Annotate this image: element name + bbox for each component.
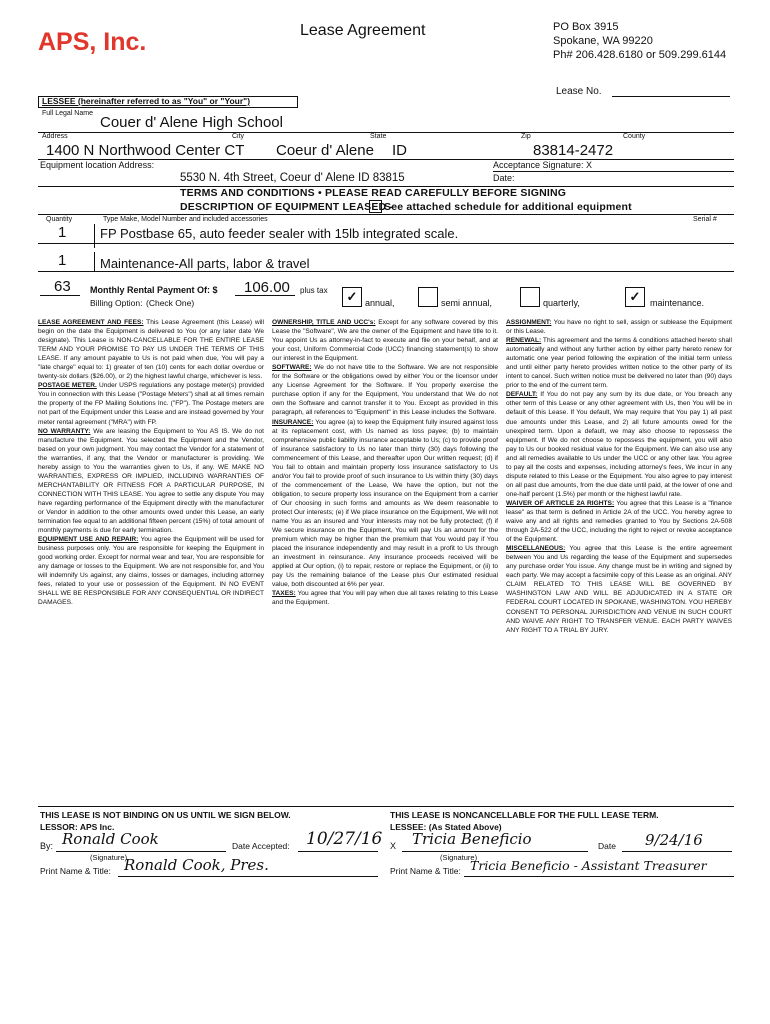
terms-paragraph-heading: DEFAULT: <box>506 391 538 399</box>
full-legal-name-value[interactable]: Couer d' Alene High School <box>100 114 283 131</box>
check-mark-icon: ✓ <box>629 289 641 304</box>
state-value[interactable]: ID <box>392 142 407 159</box>
annual-label: annual, <box>365 298 395 308</box>
terms-paragraph <box>272 363 498 417</box>
lease-number-label: Lease No. <box>556 86 602 97</box>
monthly-payment-value[interactable]: 106.00 <box>244 279 290 296</box>
date-accepted-label: Date Accepted: <box>232 841 290 851</box>
terms-paragraph-text: We are leasing the Equipment to You AS IS. We do not manufacture the Equipment. You selected the Equipment and the Vendor, based on your own judgment. You may contact the Vendor for a statement of the warranties, if any, that the Vendor or manufacturer is providing. We hereby assign to You the warranties given to Us, if any. WE MAKE NO WARRANTIES, EXPRESS OR IMPLIED, INCLUDING WARRANTIES OF MERCHANTABILITY OR FITNESS FOR A PARTICULAR PURPOSE, IN CONNECTION WITH THIS LEASE. You agree to settle any dispute You may have regarding performance of the Equipment directly with the manufacturer or Vendor in addition to the other amounts owed under this Lease, an early termination fee equal to an additional fifteen percent (15%) of total amount of monthly payments is due for early termination. <box>38 427 264 535</box>
terms-paragraph <box>272 589 498 607</box>
lessee-print-name[interactable]: Tricia Beneficio - Assistant Treasurer <box>470 858 707 873</box>
terms-paragraph-text: We do not have title to the Software. We are not responsible for the Software or the obligations owed by either You or the licensor under any License Agreement for the Software. If You properly exercise the purchase option if any for the Equipment, You understand that We do not own the Software and cannot transfer it to You. Except as provided in this paragraph, all references to "Equipment" in this Lease includes the Software. <box>272 364 498 417</box>
lessee-label: LESSEE: (As Stated Above) <box>390 822 502 832</box>
terms-paragraph-heading: POSTAGE METER. <box>38 382 97 390</box>
address-line-3: Ph# 206.428.6180 or 509.299.6144 <box>553 49 727 61</box>
terms-paragraph-text: You agree that this Lease is a "finance lease" as that term is defined in Article 2A of the UCC. You hereby agree to waive any and all rights and remedies granted to You by Sections 2A-508 through 2A-522 of the UCC, including the right to reject or revoke acceptance of the Equipment. <box>506 499 732 544</box>
quarterly-label: quarterly, <box>543 298 580 308</box>
company-address <box>553 20 726 62</box>
terms-paragraph-text: You agree (a) to keep the Equipment fully insured against loss at its replacement cost, with Us named as loss payee; (b) to maintain comprehensive public liability insurance acceptable to Us; (c) to provide proof of insurance satisfactory to Us no later than thirty (30) days following the commencement of this Lease, and thereafter upon Our written request; (d) if You fail to obtain and maintain property loss insurance satisfactory to Us and/or You fail to provide proof of such insurance to Us within thirty (30) days of the commencement of the Lease, We have the option, but not the obligation, to secure property loss insurance on the Equipment from a carrier of Our choosing in such forms and amounts as We deem reasonable to protect Our interests; (e) if We place insurance on the Equipment, We will not name You as an insured and Your interests may not be fully protected; (f) if We secure insurance on the Equipment, You will pay Us an amount for the premium which may be higher than the premium that You would pay if You placed the insurance independently and may result in a profit to Us through an investment in reinsurance. Any insurance proceeds received will be applied at Our option, (i) to repair, restore or replace the Equipment, or (ii) to pay Us the remaining balance of the Lease plus Our estimated residual value, both discounted at 6% per year. <box>272 418 498 589</box>
terms-paragraph-text: If You do not pay any sum by its due date, or You breach any other term of this Lease or any other agreement with Us, then You will be in default of this Lease. If You default, We may require that You pay 1) all past due amounts under this Lease, and 2) all future amounts owed for the unexpired term. Upon a default, we may also choose to repossess the equipment. If We do not choose to repossess the equipment, you will also pay to Us our booked residual value for the Equipment. We can also use any and all remedies available to Us under the UCC or any other law. You agree to pay all the costs and expenses, including attorney's fees, We incur in any dispute related to this Lease or the Equipment. You also agree to pay interest on all past due amounts, from the due date until paid, at the lower of one and one-half percent (1.5%) per month or the highest lawful rate. <box>506 391 732 498</box>
lessor-notice: THIS LEASE IS NOT BINDING ON US UNTIL WE SIGN BELOW. <box>40 810 291 820</box>
lessee-notice: THIS LEASE IS NONCANCELLABLE FOR THE FULL LEASE TERM. <box>390 810 659 820</box>
maintenance-label: maintenance. <box>650 298 705 308</box>
terms-paragraph-heading: WAIVER OF ARTICLE 2A RIGHTS: <box>506 499 615 507</box>
lessor-print-line <box>118 876 378 877</box>
city-label: City <box>232 133 245 140</box>
terms-paragraph-heading: TAXES: <box>272 590 296 598</box>
equipment-description-heading: DESCRIPTION OF EQUIPMENT LEASED - <box>180 201 394 213</box>
terms-paragraph <box>506 499 732 544</box>
lessee-signature-line <box>402 851 588 852</box>
lessee-print-name-label: Print Name & Title: <box>390 866 461 876</box>
state-label: State <box>370 133 387 140</box>
payment-line <box>235 295 295 296</box>
document-title: Lease Agreement <box>300 22 426 39</box>
signature-divider <box>38 806 734 807</box>
terms-paragraph-text: Under USPS regulations any postage meter(s) provided You in connection with this Lease ("Postage Meters") shall at all times remain the property of the FP Mailing Solutions Inc. ("FP"). The Postage meters are not part of the Equipment under this Lease and are instead governed by Your meter rental agreement ("MRA") with FP. <box>38 382 264 426</box>
quarterly-checkbox[interactable] <box>520 287 540 307</box>
terms-paragraph-heading: MISCELLANEOUS: <box>506 545 566 553</box>
terms-paragraph <box>506 336 732 390</box>
attached-schedule-checkbox[interactable] <box>369 200 382 213</box>
zip-value[interactable]: 83814-2472 <box>533 142 614 159</box>
terms-paragraph <box>506 544 732 634</box>
type-label: Type Make, Model Number and included accessories <box>103 216 268 223</box>
lessor-print-name[interactable]: Ronald Cook, Pres. <box>124 856 269 874</box>
zip-label: Zip <box>521 133 531 140</box>
annual-checkbox[interactable] <box>342 287 362 307</box>
lessor-signature-caption: (Signature) <box>90 853 128 862</box>
item-1-description[interactable]: FP Postbase 65, auto feeder sealer with 15lb integrated scale. <box>100 226 459 241</box>
semi-annual-label: semi annual, <box>441 298 493 308</box>
check-one-label: (Check One) <box>146 298 195 308</box>
terms-paragraph <box>38 535 264 607</box>
terms-heading: TERMS AND CONDITIONS • PLEASE READ CAREFULLY BEFORE SIGNING <box>180 187 567 199</box>
terms-paragraph <box>272 418 498 590</box>
item-2-line <box>38 271 734 272</box>
equipment-location-label: Equipment location Address: <box>40 160 155 170</box>
address-line-1: PO Box 3915 <box>553 21 619 33</box>
item-2-quantity[interactable]: 1 <box>58 252 67 269</box>
item-2-divider <box>94 252 95 272</box>
date-accepted-line <box>298 851 378 852</box>
item-2-description[interactable]: Maintenance-All parts, labor & travel <box>100 256 310 271</box>
terms-paragraph-text: This agreement and the terms & conditions attached hereto shall automatically and without any further action by either party hereto renew for automatic one year period following the expiration of the initial term unless and until either party hereto provides written notice to the other party of its intent to cancel. Such written notice must be delivered no later than (90) days prior to the end of the current term. <box>506 337 732 390</box>
terms-paragraph <box>38 318 264 381</box>
terms-paragraph-heading: RENEWAL: <box>506 337 542 345</box>
terms-paragraph <box>38 427 264 536</box>
terms-paragraph-text: You agree that this Lease is the entire agreement between You and Us regarding the lease of the Equipment and supersedes any purchase order You issue. Any change must be in writing and signed by each party. We may accept a facsimile copy of this Lease as an original. ANY CLAIM RELATED TO THIS LEASE WILL BE GOVERNED BY WASHINGTON LAW AND WILL BE ADJUDICATED IN A STATE OR FEDERAL COURT LOCATED IN SPOKANE, WASHINGTON. YOU HEREBY CONSENT TO PERSONAL JURISDICTION AND VENUE IN SUCH COURT AND WAIVE ANY RIGHT TO TRANSFER VENUE. EACH PARTY WAIVES ANY RIGHT TO A TRIAL BY JURY. <box>506 545 732 634</box>
lessor-label: LESSOR: APS Inc. <box>40 822 115 832</box>
lessor-print-name-label: Print Name & Title: <box>40 866 111 876</box>
billing-option-label: Billing Option: <box>90 298 143 308</box>
city-value[interactable]: Coeur d' Alene <box>276 142 374 159</box>
lessee-signature-caption: (Signature) <box>440 853 478 862</box>
terms-body <box>38 318 734 798</box>
acceptance-signature-line[interactable] <box>493 171 734 172</box>
terms-paragraph <box>506 390 732 499</box>
terms-paragraph-heading: SOFTWARE: <box>272 364 312 372</box>
acceptance-signature-label: Acceptance Signature: X <box>493 160 593 170</box>
address-value[interactable]: 1400 N Northwood Center CT <box>46 142 245 159</box>
lessor-signature[interactable]: Ronald Cook <box>62 830 159 848</box>
terms-paragraph-heading: INSURANCE: <box>272 418 314 426</box>
company-logo: APS, Inc. <box>38 28 147 56</box>
lease-number-field[interactable] <box>612 96 730 97</box>
acceptance-date-label: Date: <box>493 173 515 183</box>
terms-paragraph-heading: EQUIPMENT USE AND REPAIR: <box>38 536 139 544</box>
terms-paragraph <box>38 381 264 426</box>
equipment-location-value[interactable]: 5530 N. 4th Street, Coeur d' Alene ID 83815 <box>180 172 405 184</box>
terms-paragraph-text: Except for any software covered by this Lease the "Software", We are the owner of the Equipment and have title to it. You appoint Us as attorney-in-fact to execute and file on your behalf, and at your cost, Uniform Commercial Code (UCC) financing statement(s) to show our interest in the Equipment. <box>272 319 498 363</box>
item-1-divider <box>94 224 95 248</box>
check-mark-icon: ✓ <box>346 289 358 304</box>
plus-tax-label: plus tax <box>300 286 328 295</box>
serial-label: Serial # <box>693 216 717 223</box>
terms-paragraph <box>506 318 732 336</box>
lease-term-value[interactable]: 63 <box>54 278 71 295</box>
terms-paragraph-heading: NO WARRANTY: <box>38 427 91 435</box>
terms-column-3 <box>506 318 732 798</box>
item-1-line <box>38 243 734 244</box>
address-label: Address <box>42 133 68 140</box>
monthly-payment-label: Monthly Rental Payment Of: $ <box>90 285 218 295</box>
terms-paragraph-heading: ASSIGNMENT: <box>506 319 552 326</box>
terms-paragraph-heading: LEASE AGREEMENT AND FEES: <box>38 319 144 326</box>
address-line-2: Spokane, WA 99220 <box>553 35 653 47</box>
lessee-print-line <box>464 876 734 877</box>
terms-paragraph-text: You agree that You will pay when due all taxes relating to this Lease and the Equipment. <box>272 590 498 607</box>
terms-column-2 <box>272 318 498 798</box>
lessee-signature[interactable]: Tricia Beneficio <box>412 830 532 848</box>
terms-column-1 <box>38 318 264 798</box>
lessee-date-label: Date <box>598 841 616 851</box>
lessor-signature-line <box>56 851 226 852</box>
lessee-header: LESSEE (hereinafter referred to as "You" or "Your") <box>42 96 251 106</box>
lessee-date-value[interactable]: 9/24/16 <box>645 831 703 849</box>
quantity-label: Quantity <box>46 216 73 223</box>
terms-paragraph <box>272 318 498 363</box>
semi-annual-checkbox[interactable] <box>418 287 438 307</box>
by-label: By: <box>40 841 54 851</box>
terms-paragraph-text: You agree the Equipment will be used for business purposes only. You are responsible for keeping the Equipment in good working order. Except for normal wear and tear, You are responsible for any damage or losses to the Equipment. We are not responsible for, and You will indemnify Us against, any claims, losses or damages, including attorney fees, related to your use or possession of the Equipment. IN NO EVENT SHALL WE BE RESPONSIBLE FOR ANY CONSEQUENTIAL OR INDIRECT DAMAGES. <box>38 536 264 607</box>
lessee-date-line <box>622 851 732 852</box>
lease-term-line <box>40 295 80 296</box>
terms-paragraph-text: This Lease Agreement (this Lease) will begin on the date the Equipment is delivered to You (or any later date We designate). This Lease is NON-CANCELLABLE FOR THE ENTIRE LEASE TERM AND YOUR PROMISE TO PAY US UNDER THE TERMS OF THIS LEASE. If any amount payable to Us is not paid when due, You will pay a "late charge" equal to: 1) greater of ten (10) cents for each dollar overdue or twenty-six dollars ($26.00), or 2) the highest lawful charge, whichever is less. <box>38 319 264 381</box>
maintenance-checkbox[interactable] <box>625 287 645 307</box>
full-legal-name-label: Full Legal Name <box>42 110 93 117</box>
terms-paragraph-text: You have no right to sell, assign or sublease the Equipment or this Lease. <box>506 319 732 336</box>
county-label: County <box>623 133 646 140</box>
date-accepted-value[interactable]: 10/27/16 <box>306 829 383 849</box>
item-1-quantity[interactable]: 1 <box>58 224 67 241</box>
lessee-x-label: X <box>390 841 397 851</box>
terms-paragraph-heading: OWNERSHIP, TITLE AND UCC's: <box>272 319 376 326</box>
equipment-heading-line <box>38 214 734 215</box>
attached-schedule-label: See attached schedule for additional equipment <box>384 201 632 213</box>
